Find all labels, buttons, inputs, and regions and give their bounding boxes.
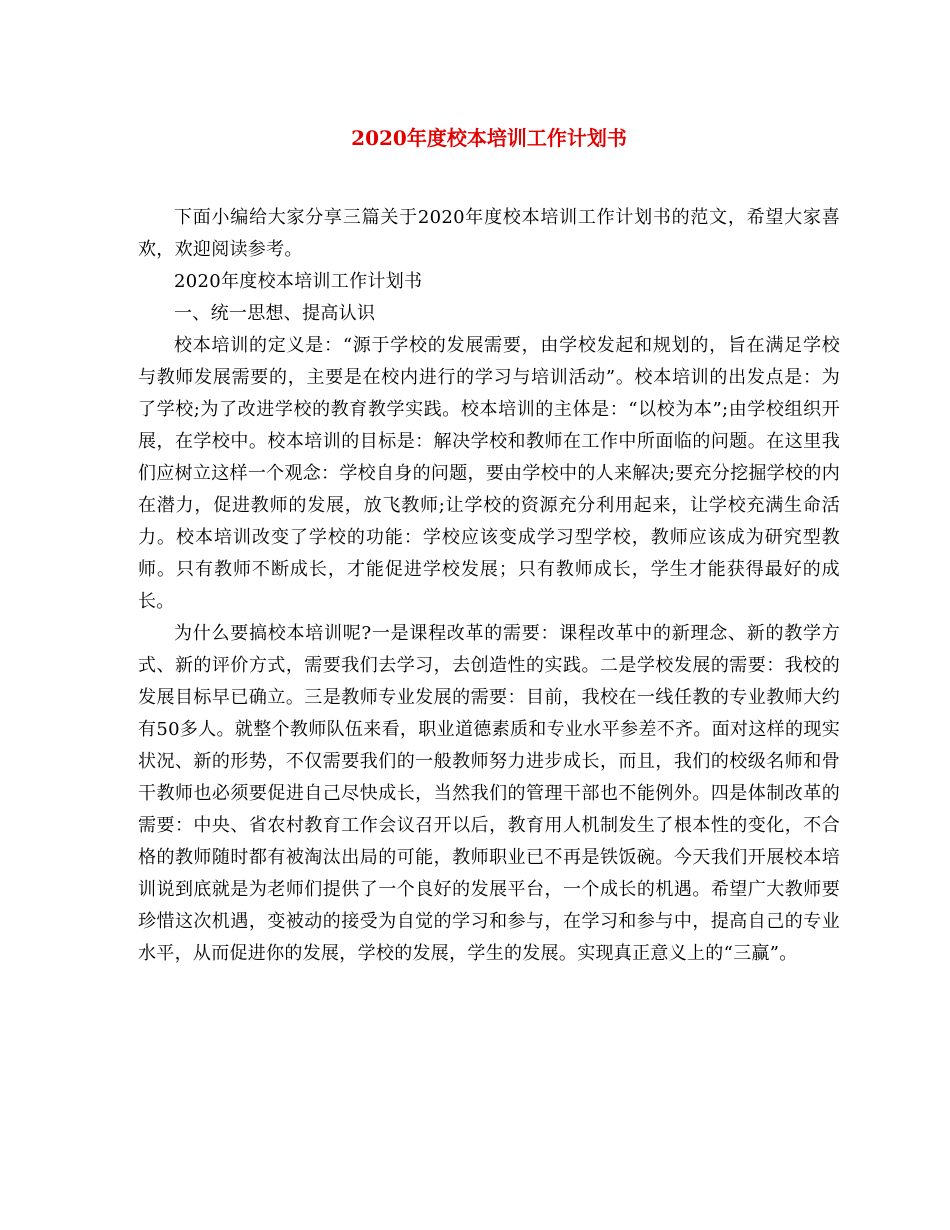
intro-paragraph: 下面小编给大家分享三篇关于2020年度校本培训工作计划书的范文，希望大家喜欢，欢迎阅读参考。 (138, 207, 840, 260)
body-paragraph: 校本培训的定义是：“源于学校的发展需要，由学校发起和规划的，旨在满足学校与教师发展需要的，主要是在校内进行的学习与培训活动”。校本培训的出发点是：为了学校;为了改进学校的教育教学实践。校本培训的主体是：“以校为本”;由学校组织开展，在学校中。校本培训的目标是：解决学校和教师在工作中所面临的问题。在这里我们应树立这样一个观念：学校自身的问题，要由学校中的人来解决;要充分挖掘学校的内在潜力，促进教师的发展，放飞教师;让学校的资源充分利用起来，让学校充满生命活力。校本培训改变了学校的功能：学校应该变成学习型学校，教师应该成为研究型教师。只有教师不断成长，才能促进学校发展；只有教师成长，学生才能获得最好的成长。 (138, 335, 840, 612)
body-paragraph: 为什么要搞校本培训呢?一是课程改革的需要：课程改革中的新理念、新的教学方式、新的评价方式，需要我们去学习，去创造性的实践。二是学校发展的需要：我校的发展目标早已确立。三是教师专业发展的需要：目前，我校在一线任教的专业教师大约有50多人。就整个教师队伍来看，职业道德素质和专业水平参差不齐。面对这样的现实状况、新的形势，不仅需要我们的一般教师努力进步成长，而且，我们的校级名师和骨干教师也必须要促进自己尽快成长，当然我们的管理干部也不能例外。四是体制改革的需要：中央、省农村教育工作会议召开以后，教育用人机制发生了根本性的变化，不合格的教师随时都有被淘汰出局的可能，教师职业已不再是铁饭碗。今天我们开展校本培训说到底就是为老师们提供了一个良好的发展平台，一个成长的机遇。希望广大教师要珍惜这次机遇，变被动的接受为自觉的学习和参与，在学习和参与中，提高自己的专业水平，从而促进你的发展，学校的发展，学生的发展。实现真正意义上的“三赢”。 (138, 623, 840, 964)
section-heading: 一、统一思想、提高认识 (174, 303, 376, 324)
subtitle-paragraph: 2020年度校本培训工作计划书 (174, 271, 423, 292)
document-title: 2020年度校本培训工作计划书 (351, 126, 627, 150)
document-body (138, 202, 840, 970)
